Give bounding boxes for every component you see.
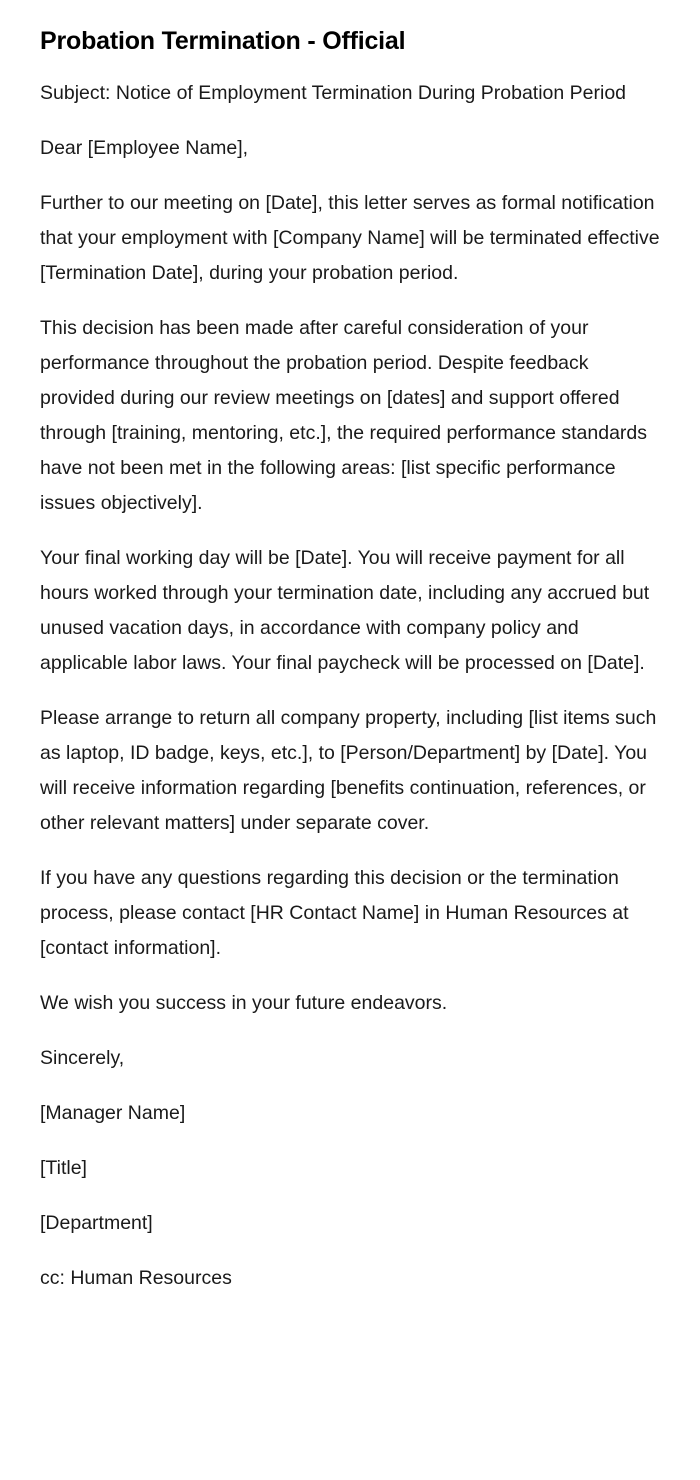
manager-title: [Title] [40,1157,87,1179]
body-paragraph-meeting: Further to our meeting on [Date], this letter serves as formal notification that your employment with [Company Name] will be terminated effective [Termination Date], during your probation period. [40,192,660,284]
department: [Department] [40,1212,153,1234]
manager-name: [Manager Name] [40,1102,186,1124]
body-paragraph-decision: This decision has been made after careful consideration of your performance throughout the probation period. Despite feedback provided during our review meetings on [dates] and support offered through [training, mentoring, etc.], the required performance standards have not been met in the following areas: [list specific performance issues objectively]. [40,317,648,514]
body-paragraph-questions: If you have any questions regarding this decision or the termination process, please contact [HR Contact Name] in Human Resources at [contact information]. [40,867,629,959]
cc-line: cc: Human Resources [40,1267,232,1289]
closing-wish: We wish you success in your future endeavors. [40,992,448,1014]
salutation: Dear [Employee Name], [40,137,249,159]
sign-off: Sincerely, [40,1047,125,1069]
body-paragraph-property: Please arrange to return all company property, including [list items such as laptop, ID badge, keys, etc.], to [Person/Department] by [Date]. You will receive information regarding [benefits continuation, references, or other relevant matters] under separate cover. [40,707,657,834]
body-paragraph-final-day: Your final working day will be [Date]. You will receive payment for all hours worked through your termination date, including any accrued but unused vacation days, in accordance with company policy and applicable labor laws. Your final paycheck will be processed on [Date]. [40,547,650,674]
document-title: Probation Termination - Official [40,27,406,55]
subject-line: Subject: Notice of Employment Termination During Probation Period [40,82,627,104]
